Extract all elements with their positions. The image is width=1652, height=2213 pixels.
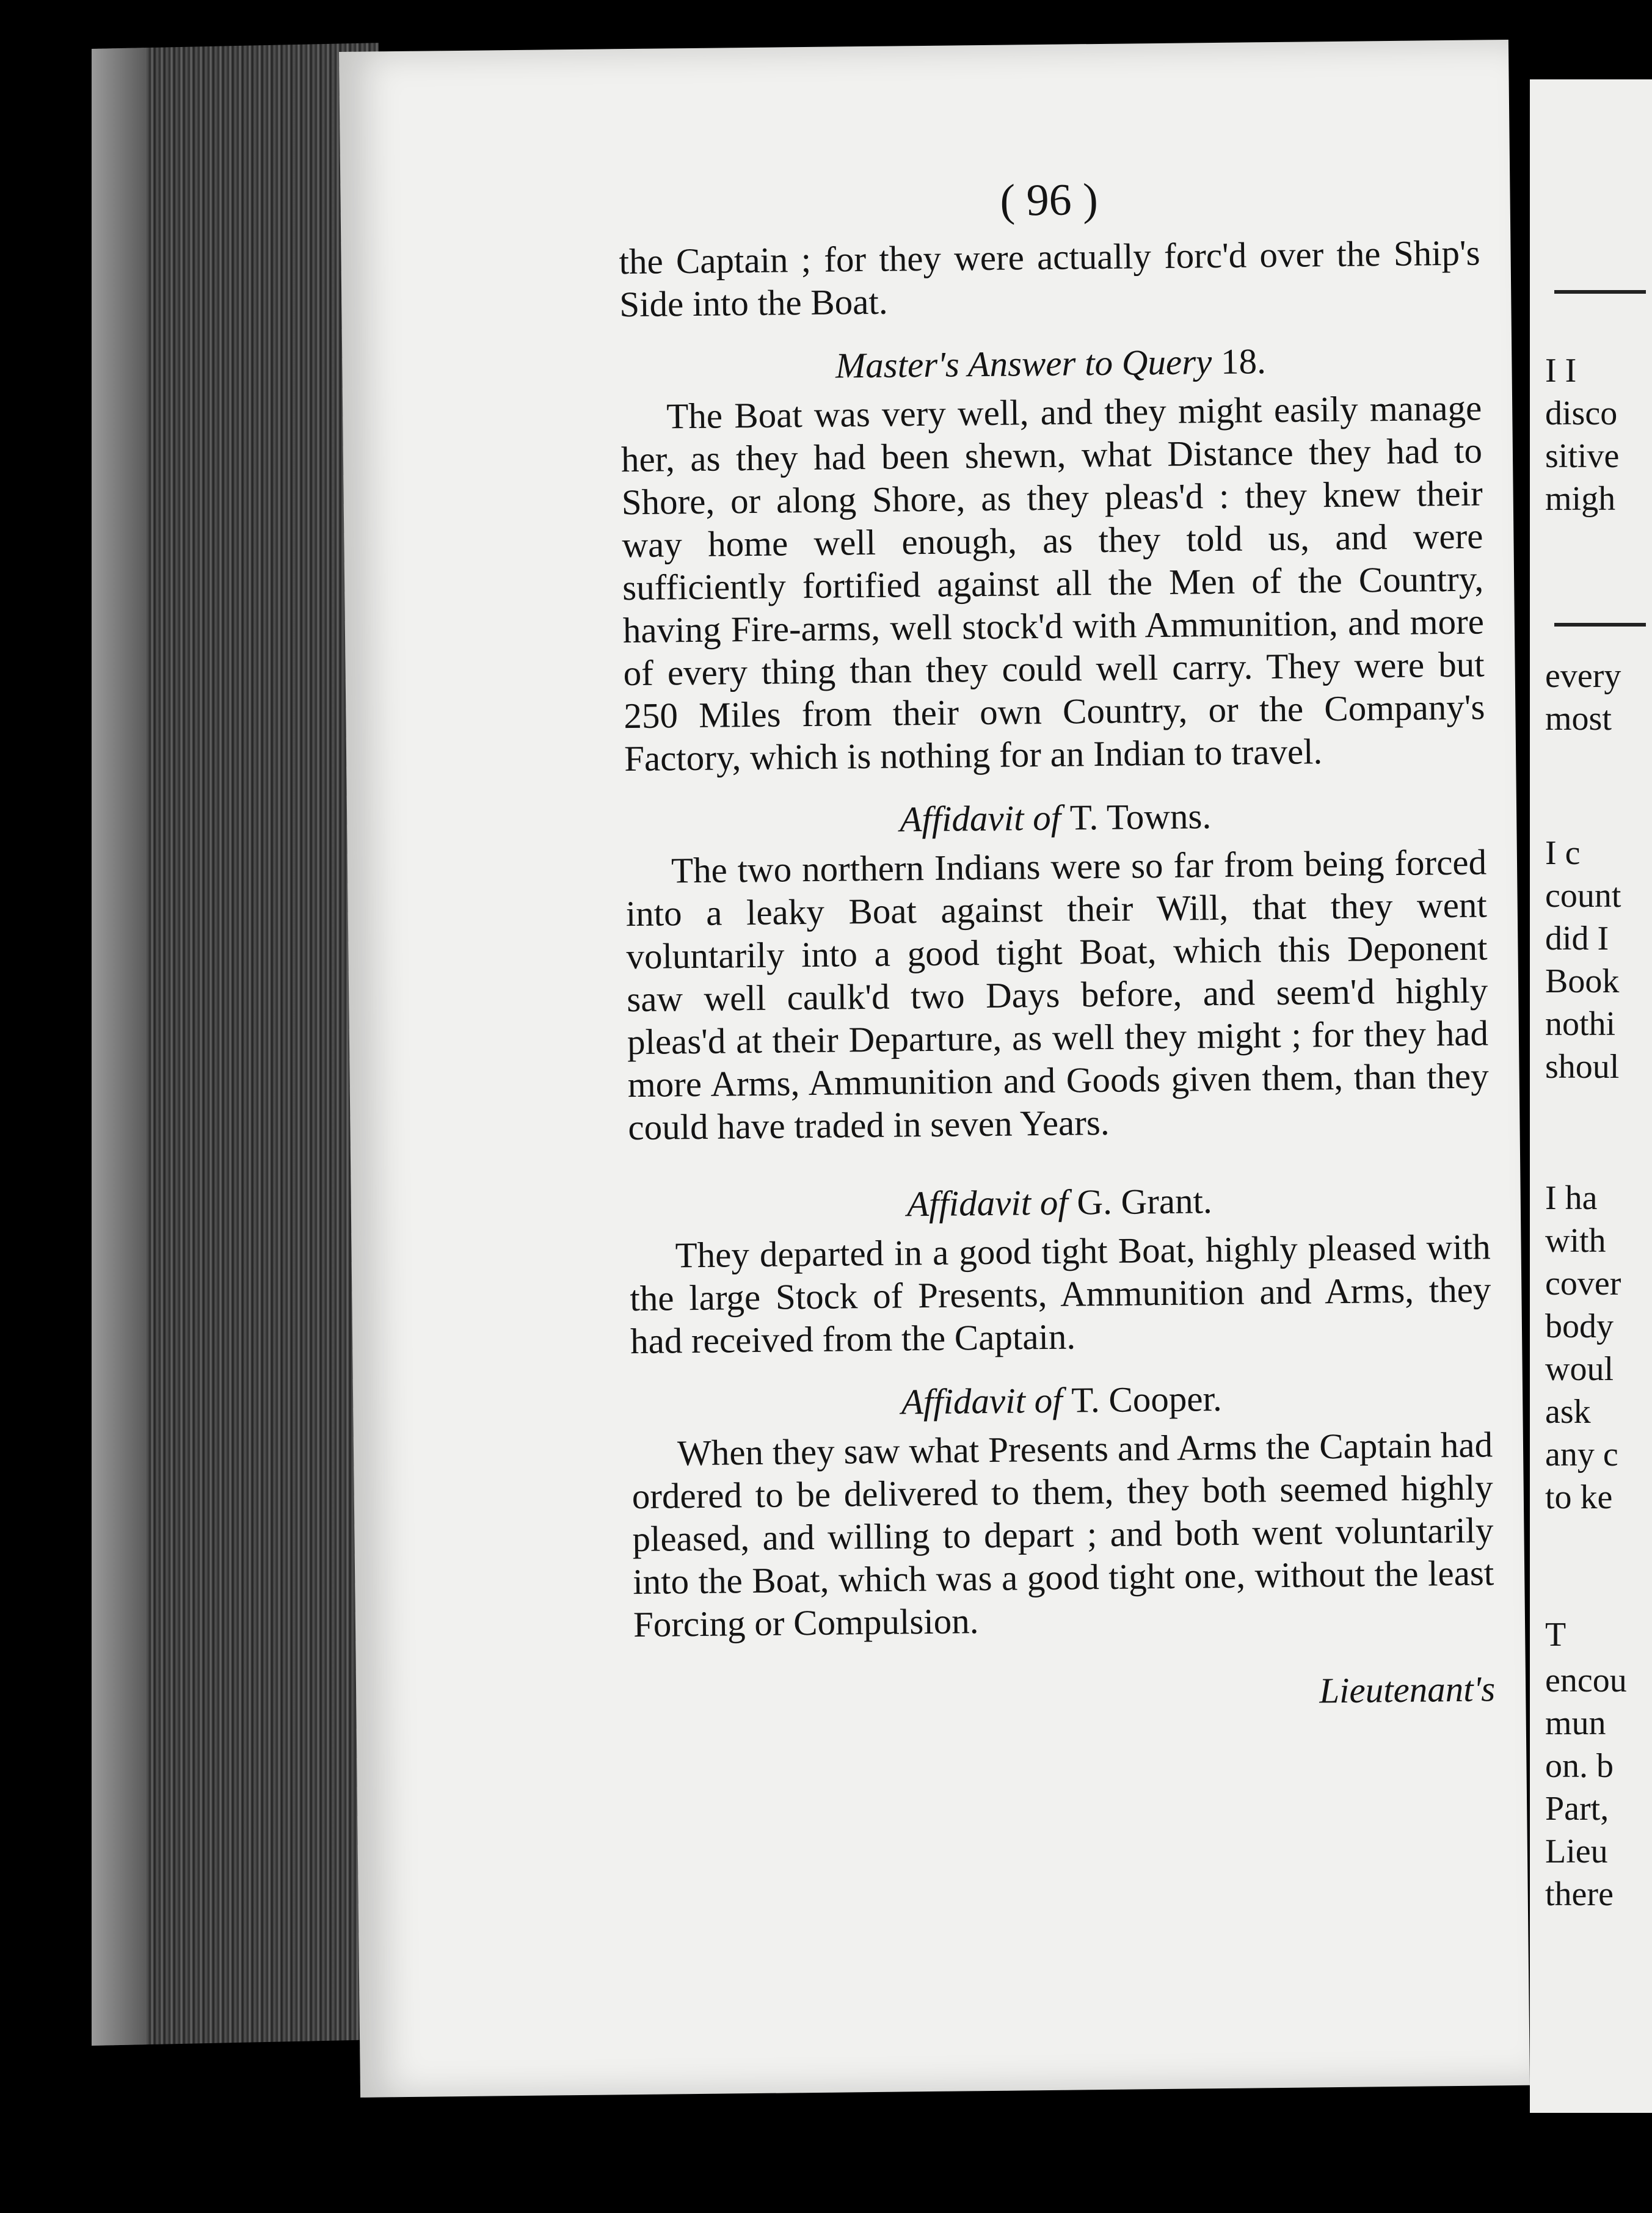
facing-fragment: ask (1545, 1393, 1591, 1431)
page-number: ( 96 ) (1000, 175, 1099, 226)
facing-fragment: I ha (1545, 1179, 1598, 1217)
facing-fragment: most (1545, 700, 1612, 738)
facing-fragment: Book (1545, 962, 1620, 1000)
facing-fragment: T (1545, 1616, 1566, 1654)
catchword: Lieutenant's (1319, 1668, 1496, 1711)
text-block (618, 165, 1495, 1719)
heading-plain: 18. (1220, 341, 1267, 382)
facing-fragment: sitive (1545, 437, 1620, 475)
facing-fragment: to ke (1545, 1478, 1613, 1516)
section-body: When they saw what Presents and Arms the Captain had ordered to be delivered to them, they both seemed highly pleased, and willing to depart ; and both went voluntarily into the Boat, which was a good tight one, without the least Forcing or Compulsion. (631, 1424, 1494, 1645)
book-page (339, 40, 1530, 2098)
facing-fragment: with (1545, 1222, 1606, 1260)
facing-fragment: body (1545, 1307, 1614, 1345)
facing-fragment: shoul (1545, 1048, 1620, 1086)
facing-fragment: I c (1545, 834, 1581, 872)
continuation-paragraph: the Captain ; for they were actually forc'd over the Ship's Side into the Boat. (619, 232, 1480, 325)
facing-fragment: there (1545, 1875, 1614, 1913)
heading-italic: Affidavit of (906, 1182, 1069, 1224)
section-body: They departed in a good tight Boat, highly pleased with the large Stock of Presents, Ammunition and Arms, they had received from the Captain. (630, 1226, 1491, 1362)
facing-fragment: count (1545, 877, 1621, 915)
facing-fragment: nothi (1545, 1005, 1616, 1043)
facing-fragment: woul (1545, 1350, 1614, 1388)
facing-fragment: Lieu (1545, 1833, 1608, 1870)
facing-rule (1554, 623, 1646, 627)
section-heading (625, 791, 1486, 843)
facing-fragment: migh (1545, 480, 1616, 518)
section-heading (620, 337, 1482, 389)
heading-italic: Affidavit of (901, 1379, 1063, 1422)
facing-rule (1554, 290, 1646, 294)
facing-fragment: disco (1545, 394, 1618, 432)
section-heading (631, 1374, 1493, 1426)
heading-plain: T. Cooper. (1071, 1378, 1222, 1420)
section-body: The two northern Indians were so far from being forced into a leaky Boat against their Will, that they went voluntarily into a good tight Boat, which this Deponent saw well caulk'd two Days before, and seem'd highly pleas'd at their Departure, as well they might ; for they had more Arms, Ammunition and Goods given them, than they could have traded in seven Years. (625, 841, 1490, 1148)
facing-fragment: encou (1545, 1662, 1627, 1699)
facing-fragment: mun (1545, 1704, 1606, 1742)
facing-page (1530, 79, 1652, 2113)
facing-fragment: did I (1545, 920, 1609, 958)
facing-fragment: any c (1545, 1436, 1618, 1474)
facing-fragment: Part, (1545, 1790, 1609, 1828)
heading-italic: Affidavit of (899, 797, 1061, 840)
page-edges (92, 43, 379, 2046)
heading-plain: G. Grant. (1077, 1180, 1213, 1223)
facing-fragment: on. b (1545, 1747, 1614, 1785)
heading-plain: T. Towns. (1069, 796, 1212, 838)
heading-italic: Master's Answer to Query (835, 341, 1212, 386)
section-body: The Boat was very well, and they might easily manage her, as they had been shewn, what Distance they had to Shore, or along Shore, as they pleas'd : they knew their way home well enough, as they told us, and were sufficiently fortified against all the Men of the Country, having Fire-arms, well stock'd with Ammunition, and more of every thing than they could well carry. They were but 250 Miles from their own Country, or the Company's Factory, which is nothing for an Indian to travel. (620, 387, 1485, 779)
facing-fragment: every (1545, 657, 1621, 695)
section-heading (628, 1176, 1490, 1228)
facing-fragment: cover (1545, 1265, 1621, 1303)
facing-fragment: I I (1545, 352, 1577, 390)
